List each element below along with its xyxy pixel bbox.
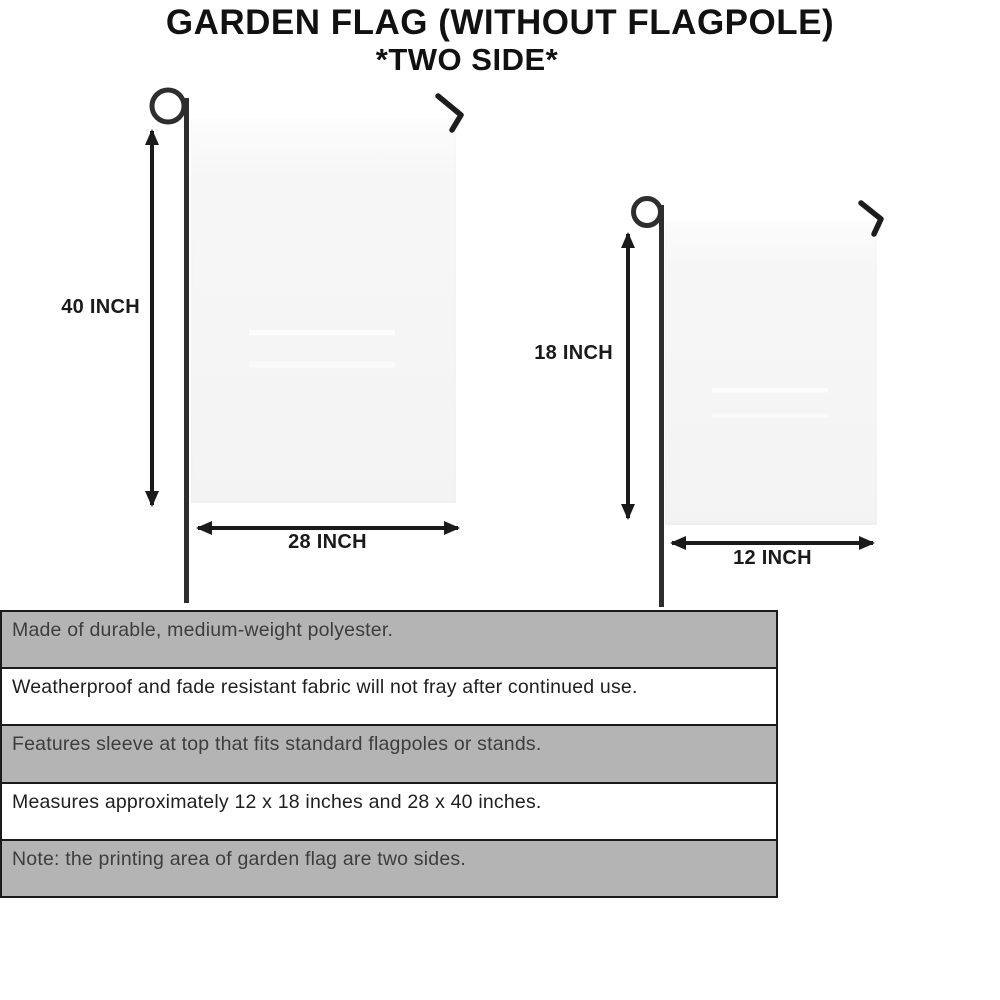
feature-row (2, 612, 776, 667)
feature-row (2, 724, 776, 781)
feature-text: Note: the printing area of garden flag are two sides. (12, 847, 466, 870)
title-line-2: *TWO SIDE* (375, 41, 559, 77)
title-line-1: GARDEN FLAG (WITHOUT FLAGPOLE) (165, 3, 835, 42)
features-table (0, 610, 778, 898)
feature-text: Made of durable, medium-weight polyester. (12, 619, 394, 641)
feature-text: Measures approximately 12 x 18 inches and 28 x 40 inches. (12, 790, 542, 813)
feature-text: Features sleeve at top that fits standard flagpoles or stands. (12, 733, 542, 756)
feature-row (2, 839, 776, 896)
small-flagpole-loop-icon (634, 199, 661, 226)
large-flag-width-label: 28 INCH (288, 531, 367, 553)
large-flagpole-loop-icon (152, 90, 184, 122)
feature-row (2, 667, 776, 724)
large-flag-height-label: 40 INCH (61, 296, 140, 318)
feature-text: Weatherproof and fade resistant fabric will not fray after continued use. (12, 676, 638, 699)
small-flag-height-label: 18 INCH (534, 342, 613, 364)
large-flag-hook-icon (438, 96, 461, 130)
small-flag-hook-icon (861, 203, 881, 234)
small-flag-width-label: 12 INCH (733, 547, 812, 569)
feature-row (2, 782, 776, 839)
